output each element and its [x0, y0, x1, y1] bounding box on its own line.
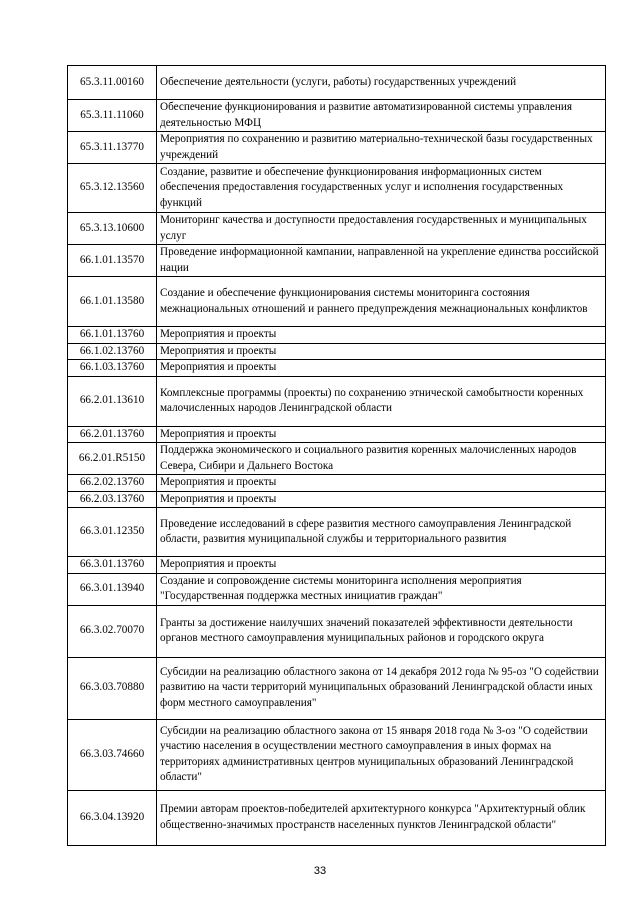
row-code: 66.3.01.13760 [68, 557, 157, 574]
row-name: Комплексные программы (проекты) по сохранению этнической самобытности коренных малочисленных народов Ленинградской области [157, 376, 606, 426]
table-body [68, 66, 606, 846]
row-code: 66.3.02.70070 [68, 605, 157, 657]
row-name: Мероприятия по сохранению и развитию материально-технической базы государственных учреждений [157, 132, 606, 164]
row-name: Мероприятия и проекты [157, 491, 606, 508]
table-row [68, 66, 606, 100]
table-row [68, 245, 606, 277]
table-row [68, 343, 606, 360]
row-code: 66.3.01.12350 [68, 508, 157, 557]
row-code: 65.3.13.10600 [68, 213, 157, 245]
row-code: 65.3.11.11060 [68, 100, 157, 132]
table-row [68, 164, 606, 213]
row-name: Субсидии на реализацию областного закона от 15 января 2018 года № 3-оз "О содействии участию населения в осуществлении местного самоуправления в иных формах на территориях административных центров муниципальных образований Ленинградской области" [157, 719, 606, 790]
row-name: Гранты за достижение наилучших значений показателей эффективности деятельности органов местного самоуправления муниципальных районов и городского округа [157, 605, 606, 657]
row-name: Мероприятия и проекты [157, 475, 606, 492]
table-row [68, 327, 606, 344]
row-code: 66.3.01.13940 [68, 573, 157, 605]
row-name: Создание и обеспечение функционирования системы мониторинга состояния межнациональных отношений и раннего предупреждения межнациональных конфликтов [157, 277, 606, 327]
row-code: 66.3.03.74660 [68, 719, 157, 790]
table-row [68, 360, 606, 377]
row-name: Мониторинг качества и доступности предоставления государственных и муниципальных услуг [157, 213, 606, 245]
table-row [68, 376, 606, 426]
table-row [68, 719, 606, 790]
row-code: 66.2.01.13610 [68, 376, 157, 426]
row-name: Обеспечение функционирования и развитие автоматизированной системы управления деятельностью МФЦ [157, 100, 606, 132]
row-name: Мероприятия и проекты [157, 327, 606, 344]
table-row [68, 426, 606, 443]
row-name: Проведение исследований в сфере развития местного самоуправления Ленинградской области, развития муниципальной службы и территориального развития [157, 508, 606, 557]
table-row [68, 213, 606, 245]
row-name: Поддержка экономического и социального развития коренных малочисленных народов Севера, Сибири и Дальнего Востока [157, 443, 606, 475]
row-name: Субсидии на реализацию областного закона от 14 декабря 2012 года № 95-оз "О содействии развитию на части территорий муниципальных образований Ленинградской области иных форм местного самоуправления" [157, 657, 606, 719]
table-row [68, 277, 606, 327]
table-row [68, 508, 606, 557]
table-row [68, 491, 606, 508]
row-name: Обеспечение деятельности (услуги, работы) государственных учреждений [157, 66, 606, 100]
row-code: 66.2.02.13760 [68, 475, 157, 492]
table-row [68, 605, 606, 657]
row-code: 65.3.12.13560 [68, 164, 157, 213]
row-code: 66.2.01.R5150 [68, 443, 157, 475]
table-row [68, 475, 606, 492]
row-name: Мероприятия и проекты [157, 360, 606, 377]
page-number: 33 [313, 865, 327, 877]
budget-classification-table [67, 65, 606, 846]
row-name: Создание, развитие и обеспечение функционирования информационных систем обеспечения предоставления государственных услуг и исполнения государственных функций [157, 164, 606, 213]
row-name: Проведение информационной кампании, направленной на укрепление единства российской нации [157, 245, 606, 277]
row-name: Мероприятия и проекты [157, 426, 606, 443]
table-row [68, 557, 606, 574]
row-name: Премии авторам проектов-победителей архитектурного конкурса "Архитектурный облик общественно-значимых пространств населенных пунктов Ленинградской области" [157, 790, 606, 845]
table-row [68, 573, 606, 605]
row-code: 66.3.03.70880 [68, 657, 157, 719]
row-code: 66.1.03.13760 [68, 360, 157, 377]
row-code: 66.1.01.13580 [68, 277, 157, 327]
row-code: 66.2.03.13760 [68, 491, 157, 508]
table-row [68, 100, 606, 132]
row-name: Мероприятия и проекты [157, 557, 606, 574]
table-row [68, 790, 606, 845]
row-name: Мероприятия и проекты [157, 343, 606, 360]
row-code: 65.3.11.13770 [68, 132, 157, 164]
row-code: 66.2.01.13760 [68, 426, 157, 443]
row-code: 66.1.02.13760 [68, 343, 157, 360]
row-code: 65.3.11.00160 [68, 66, 157, 100]
row-code: 66.1.01.13570 [68, 245, 157, 277]
row-code: 66.1.01.13760 [68, 327, 157, 344]
row-code: 66.3.04.13920 [68, 790, 157, 845]
table-row [68, 657, 606, 719]
table-row [68, 132, 606, 164]
row-name: Создание и сопровождение системы мониторинга исполнения мероприятия "Государственная поддержка местных инициатив граждан" [157, 573, 606, 605]
table-row [68, 443, 606, 475]
